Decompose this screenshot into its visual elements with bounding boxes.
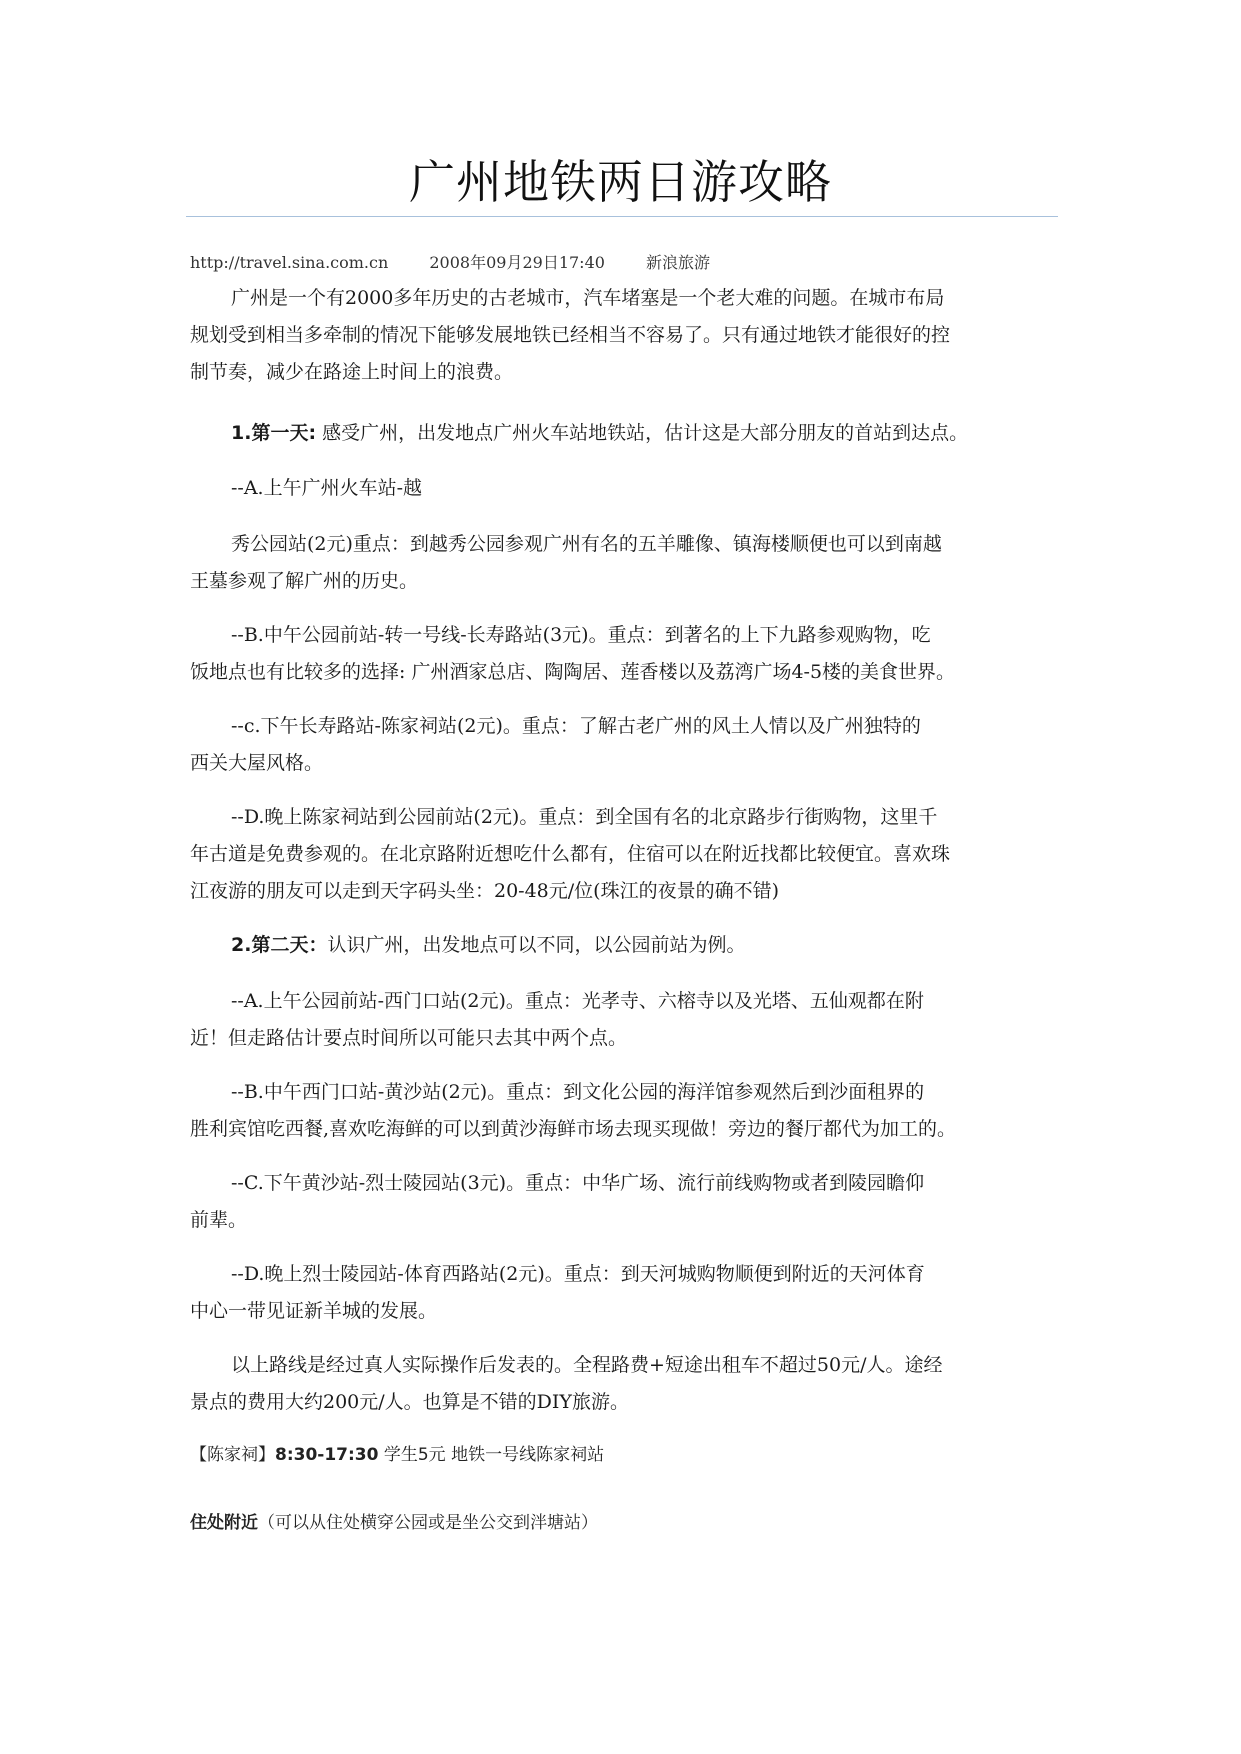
day1-a-body: 秀公园站(2元)重点：到越秀公园参观广州有名的五羊雕像、镇海楼顺便也可以到南越 王墓参观了解广州的历史。	[190, 533, 942, 592]
day1-heading-paragraph	[190, 415, 1070, 452]
day2-heading-paragraph	[190, 927, 1070, 964]
day1-b-paragraph: --B.中午公园前站-转一号线-长寿路站(3元)。重点：到著名的上下九路参观购物，吃 饭地点也有比较多的选择: 广州酒家总店、陶陶居、莲香楼以及荔湾广场4-5楼的美食世界。	[190, 624, 956, 683]
summary-paragraph: 以上路线是经过真人实际操作后发表的。全程路费+短途出租车不超过50元/人。途经 景点的费用大约200元/人。也算是不错的DIY旅游。	[190, 1354, 943, 1413]
page-title: 广州地铁两日游攻略	[409, 155, 832, 209]
title-divider	[186, 216, 1058, 217]
day2-b-paragraph: --B.中午西门口站-黄沙站(2元)。重点：到文化公园的海洋馆参观然后到沙面租界的 胜利宾馆吃西餐,喜欢吃海鲜的可以到黄沙海鲜市场去现买现做！旁边的餐厅都代为加工的。	[190, 1081, 957, 1140]
day2-a-paragraph: --A.上午公园前站-西门口站(2元)。重点：光孝寺、六榕寺以及光塔、五仙观都在附 近！但走路估计要点时间所以可能只去其中两个点。	[190, 990, 924, 1049]
chenjiaci-bracket: 【陈家祠】	[190, 1445, 275, 1465]
lodging-heading: 住处附近	[190, 1513, 258, 1533]
chenjiaci-hours: 8:30-17:30	[275, 1445, 379, 1465]
day1-c-paragraph: --c.下午长寿路站-陈家祠站(2元)。重点：了解古老广州的风土人情以及广州独特的 西关大屋风格。	[190, 715, 921, 774]
day1-d-paragraph: --D.晚上陈家祠站到公园前站(2元)。重点：到全国有名的北京路步行街购物，这里千 年古道是免费参观的。在北京路附近想吃什么都有，住宿可以在附近找都比较便宜。喜欢珠 江夜游的朋友可以走到天字码头坐：20-48元/位(珠江的夜景的确不错)	[190, 806, 951, 902]
article-meta	[190, 252, 746, 274]
source-url: http://travel.sina.com.cn	[190, 253, 389, 272]
chenjiaci-info	[190, 1444, 604, 1466]
chenjiaci-text: 学生5元 地铁一号线陈家祠站	[378, 1445, 605, 1465]
day1-heading: 1.第一天:	[231, 422, 317, 444]
day2-c-paragraph: --C.下午黄沙站-烈士陵园站(3元)。重点：中华广场、流行前线购物或者到陵园瞻仰 前辈。	[190, 1172, 925, 1231]
lodging-info	[190, 1512, 598, 1534]
day1-a-head: --A.上午广州火车站-越	[231, 477, 423, 499]
day2-d-paragraph: --D.晚上烈士陵园站-体育西路站(2元)。重点：到天河城购物顺便到附近的天河体育 中心一带见证新羊城的发展。	[190, 1263, 925, 1322]
source-name: 新浪旅游	[646, 253, 711, 272]
day2-heading: 2.第二天：	[231, 934, 328, 956]
lodging-text: （可以从住处横穿公园或是坐公交到泮塘站）	[258, 1513, 598, 1533]
day2-text: 认识广州，出发地点可以不同，以公园前站为例。	[327, 934, 746, 956]
publish-datetime: 2008年09月29日17:40	[429, 253, 605, 272]
intro-paragraph: 广州是一个有2000多年历史的古老城市，汽车堵塞是一个老大难的问题。在城市布局 规划受到相当多牵制的情况下能够发展地铁已经相当不容易了。只有通过地铁才能很好的控 制节奏，减少在路途上时间上的浪费。	[190, 287, 951, 383]
day1-text: 感受广州，出发地点广州火车站地铁站，估计这是大部分朋友的首站到达点。	[322, 422, 969, 444]
